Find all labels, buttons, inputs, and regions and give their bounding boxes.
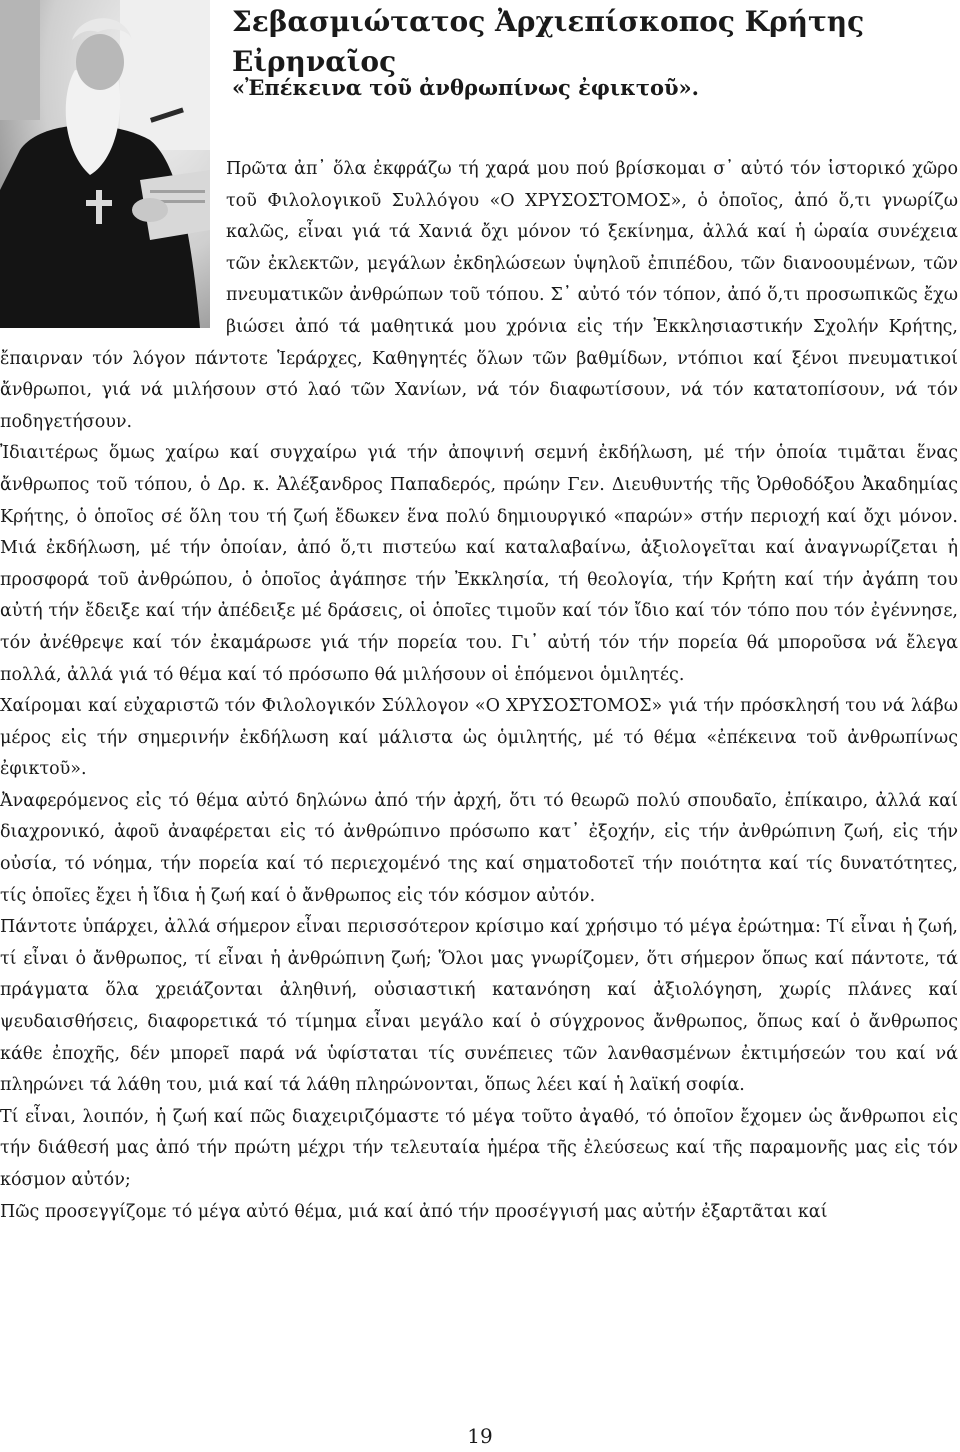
paragraph: Πῶς προσεγγίζομε τό μέγα αὐτό θέμα, μιά καί ἀπό τήν προσέγγισή μας αὐτήν ἐξαρτᾶται καί (0, 1201, 828, 1222)
paragraph: Ἰδιαιτέρως ὅμως χαίρω καί συγχαίρω γιά τήν ἀποψινή σεμνή ἐκδήλωση, μέ τήν ὁποία τιμᾶται ἕνας ἄνθρωπος τοῦ τόπου, ὁ Δρ. κ. Ἀλέξανδρος Παπαδερός, πρώην Γεν. Διευθυντής τῆς Ὀρθοδόξου Ἀκαδημίας Κρήτης, ὁ ὁποῖος σέ ὅλη του τή ζωή ἔδωκεν ἕνα πολύ δημιουργικό «παρών» στήν περιοχή καί ὄχι μόνον. Μιά ἐκδήλωση, μέ τήν ὁποίαν, ἀπό ὅ,τι πιστεύω καί καταλαβαίνω, ἀξιολογεῖται καί ἀναγνωρίζεται ἡ προσφορά τοῦ ἀνθρώπου, ὁ ὁποῖος ἀγάπησε τήν Ἐκκλησία, τή θεολογία, τήν Κρήτη καί τήν ἀγάπη του αὐτή τήν ἔδειξε καί τήν ἀπέδειξε μέ δράσεις, οἱ ὁποῖες τιμοῦν καί τόν ἴδιο καί τόν τόπο που τόν ἐγέννησε, τόν ἀνέθρεψε καί τόν ἐκαμάρωσε γιά τήν πορεία του. Γι᾽ αὐτή τόν τήν πορεία θά μποροῦσα νά ἔλεγα πολλά, ἀλλά γιά τό θέμα καί τό πρόσωπο θά μιλήσουν οἱ ἑπόμενοι ὁμιλητές. (0, 443, 958, 685)
photo-wrap-spacer (0, 154, 226, 322)
paragraph: Τί εἶναι, λοιπόν, ἡ ζωή καί πῶς διαχειριζόμαστε τό μέγα τοῦτο ἀγαθό, τό ὁποῖον ἔχομεν ὡς ἄνθρωποι εἰς τήν διάθεσή μας ἀπό τήν πρώτη μέχρι τήν τελευταία ἡμέρα τῆς ἐλεύσεως καί τῆς παραμονῆς μας εἰς τόν κόσμον αὐτόν; (0, 1106, 958, 1190)
paragraph: Πρῶτα ἀπ᾽ ὅλα ἐκφράζω τή χαρά μου πού βρίσκομαι σ᾽ αὐτό τόν ἱστορικό χῶρο τοῦ Φιλολογικοῦ Συλλόγου «Ο ΧΡΥΣΟΣΤΟΜΟΣ», ὁ ὁποῖος, ἀπό ὅ,τι γνωρίζω καλῶς, εἶναι γιά τά Χανιά ὄχι μόνον τό ξεκίνημα, ἀλλά καί ἡ ὡραία συνέχεια τῶν ἐκλεκτῶν, μεγάλων ἐκδηλώσεων ὑψηλοῦ ἐπιπέδου, τῶν διανοουμένων, τῶν πνευματικῶν ἀνθρώπων τοῦ τόπου. Σ᾽ αὐτό τόν τόπον, ἀπό ὅ,τι προσωπικῶς ἔχω βιώσει ἀπό τά μαθητικά μου χρόνια εἰς τήν Ἐκκλησιαστικήν Σχολήν Κρήτης, ἔπαιρναν τόν λόγον πάντοτε Ἱεράρχες, Καθηγητές ὅλων τῶν βαθμίδων, ντόπιοι καί ξένοι πνευματικοί ἄνθρωποι, γιά νά μιλήσουν στό λαό τῶν Χανίων, νά τόν διαφωτίσουν, νά τόν κατατοπίσουν, νά τόν ποδηγετήσουν. (0, 159, 958, 432)
article-title: Σεβασμιώτατος Ἀρχιεπίσκοπος Κρήτης Εἰρηναῖος (232, 5, 865, 78)
paragraph: Χαίρομαι καί εὐχαριστῶ τόν Φιλολογικόν Σύλλογον «Ο ΧΡΥΣΟΣΤΟΜΟΣ» γιά τήν πρόσκλησή του νά λάβω μέρος εἰς τήν σημερινήν ἐκδήλωση καί μάλιστα ὡς ὁμιλητής, μέ τό θέμα «ἐπέκεινα τοῦ ἀνθρωπίνως ἐφικτοῦ». (0, 696, 958, 780)
article-body (0, 154, 958, 1228)
paragraph: Ἀναφερόμενος εἰς τό θέμα αὐτό δηλώνω ἀπό τήν ἀρχή, ὅτι τό θεωρῶ πολύ σπουδαῖο, ἐπίκαιρο, ἀλλά καί διαχρονικό, ἀφοῦ ἀναφέρεται εἰς τό ἀνθρώπινο πρόσωπο κατ᾽ ἐξοχήν, εἰς τήν ἀνθρώπινη ζωή, εἰς τήν οὐσία, τό νόημα, τήν πορεία καί τό περιεχομένό της καί σηματοδοτεῖ τήν ποιότητα καί τίς δυνατότητες, τίς ὁποῖες ἔχει ἡ ἴδια ἡ ζωή καί ὁ ἄνθρωπος εἰς τόν κόσμον αὐτόν. (0, 790, 958, 906)
page-number: 19 (467, 1424, 493, 1448)
paragraph: Πάντοτε ὑπάρχει, ἀλλά σήμερον εἶναι περισσότερον κρίσιμο καί χρήσιμο τό μέγα ἐρώτημα: Τί εἶναι ἡ ζωή, τί εἶναι ὁ ἄνθρωπος, τί εἶναι ἡ ἀνθρώπινη ζωή; Ὅλοι μας γνωρίζομεν, ὅτι σήμερον ὅπως καί πάντοτε, τά πράγματα ὅλα χρειάζονται ἀληθινή, οὐσιαστική κατανόηση καί ἀξιολόγηση, χωρίς πλάνες καί ψευδαισθήσεις, διαφορετικά τό τίμημα εἶναι μεγάλο καί ὁ σύγχρονος ἄνθρωπος, ὅπως καί ὁ ἄνθρωπος κάθε ἐποχῆς, δέν μπορεῖ παρά νά ὑφίσταται τίς συνέπειες τῶν λανθασμένων ἐκτιμήσεών του καί νά πληρώνει τά λάθη του, μιά καί τά λάθη πληρώνονται, ὅπως λέει καί ἡ λαϊκή σοφία. (0, 917, 958, 1096)
article-subtitle: «Ἐπέκεινα τοῦ ἀνθρωπίνως ἐφικτοῦ». (232, 75, 699, 100)
